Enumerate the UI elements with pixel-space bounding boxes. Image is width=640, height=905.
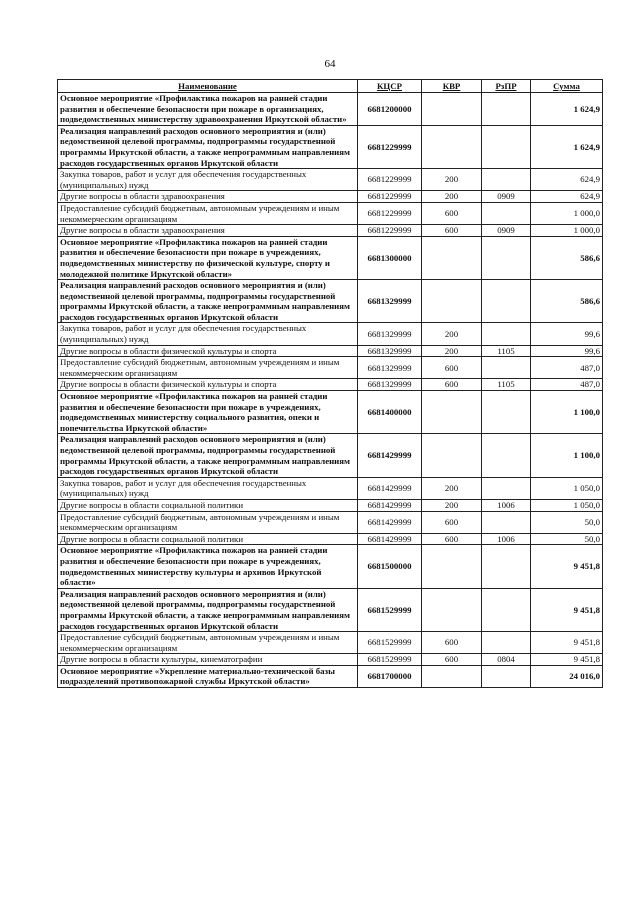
cell-kvr: 200 [422, 345, 482, 357]
cell-name: Реализация направлений расходов основного мероприятия и (или) ведомственной целевой программы, подпрограммы государственной программы Иркутской области, а также непрограммным направлениям расходов государственных органов Иркутской области [58, 280, 358, 323]
cell-kcsr: 6681529999 [358, 588, 422, 631]
cell-sum: 9 451,8 [531, 654, 603, 666]
cell-kcsr: 6681529999 [358, 654, 422, 666]
cell-name: Основное мероприятие «Профилактика пожаров на ранней стадии развития и обеспечение безопасности при пожаре в учреждениях, подведомственных министерству культуры и архивов Иркутской области» [58, 545, 358, 588]
cell-rzpr [482, 632, 531, 654]
cell-name: Предоставление субсидий бюджетным, автономным учреждениям и иным некоммерческим организациям [58, 511, 358, 533]
cell-kvr: 600 [422, 357, 482, 379]
table-row [58, 391, 603, 434]
cell-name: Закупка товаров, работ и услуг для обеспечения государственных (муниципальных) нужд [58, 477, 358, 499]
cell-name: Другие вопросы в области здравоохранения [58, 191, 358, 203]
cell-rzpr [482, 391, 531, 434]
cell-rzpr: 1105 [482, 345, 531, 357]
header-sum: Сумма [531, 80, 603, 93]
cell-sum: 1 050,0 [531, 499, 603, 511]
cell-name: Основное мероприятие «Укрепление материально-технической базы подразделений противопожарной службы Иркутской области» [58, 665, 358, 687]
cell-kcsr: 6681700000 [358, 665, 422, 687]
table-row [58, 323, 603, 345]
cell-name: Основное мероприятие «Профилактика пожаров на ранней стадии развития и обеспечение безопасности при пожаре в организациях, подведомственных министерству здравоохранения Иркутской области» [58, 93, 358, 126]
cell-rzpr: 0909 [482, 225, 531, 237]
cell-rzpr [482, 588, 531, 631]
cell-kcsr: 6681500000 [358, 545, 422, 588]
cell-kvr [422, 588, 482, 631]
cell-rzpr [482, 545, 531, 588]
cell-sum: 624,9 [531, 191, 603, 203]
table-row [58, 654, 603, 666]
cell-rzpr: 1006 [482, 499, 531, 511]
cell-rzpr [482, 169, 531, 191]
cell-name: Закупка товаров, работ и услуг для обеспечения государственных (муниципальных) нужд [58, 169, 358, 191]
cell-sum: 50,0 [531, 533, 603, 545]
cell-rzpr: 0804 [482, 654, 531, 666]
cell-sum: 50,0 [531, 511, 603, 533]
cell-kvr [422, 236, 482, 279]
cell-rzpr: 1006 [482, 533, 531, 545]
cell-name: Другие вопросы в области социальной политики [58, 533, 358, 545]
cell-name: Реализация направлений расходов основного мероприятия и (или) ведомственной целевой программы, подпрограммы государственной программы Иркутской области, а также непрограммным направлениям расходов государственных органов Иркутской области [58, 588, 358, 631]
table-row [58, 499, 603, 511]
header-row [58, 80, 603, 93]
cell-kvr: 600 [422, 654, 482, 666]
cell-kcsr: 6681429999 [358, 511, 422, 533]
cell-kcsr: 6681229999 [358, 125, 422, 168]
header-name: Наименование [58, 80, 358, 93]
cell-sum: 1 000,0 [531, 225, 603, 237]
header-rzpr: РзПР [482, 80, 531, 93]
cell-kvr: 200 [422, 499, 482, 511]
table-row [58, 280, 603, 323]
cell-name: Основное мероприятие «Профилактика пожаров на ранней стадии развития и обеспечение безопасности при пожаре в учреждениях, подведомственных министерству по физической культуре, спорту и молодежной политике Иркутской области» [58, 236, 358, 279]
page-number: 64 [324, 58, 336, 70]
header-kcsr: КЦСР [358, 80, 422, 93]
cell-kcsr: 6681429999 [358, 477, 422, 499]
table-row [58, 545, 603, 588]
cell-sum: 1 050,0 [531, 477, 603, 499]
cell-kcsr: 6681200000 [358, 93, 422, 126]
cell-sum: 9 451,8 [531, 632, 603, 654]
cell-rzpr [482, 477, 531, 499]
cell-kvr [422, 125, 482, 168]
cell-sum: 586,6 [531, 236, 603, 279]
table-row [58, 345, 603, 357]
cell-rzpr [482, 665, 531, 687]
cell-kcsr: 6681329999 [358, 323, 422, 345]
cell-name: Предоставление субсидий бюджетным, автономным учреждениям и иным некоммерческим организациям [58, 357, 358, 379]
cell-rzpr [482, 236, 531, 279]
cell-kvr: 600 [422, 511, 482, 533]
cell-kcsr: 6681329999 [358, 345, 422, 357]
cell-rzpr [482, 511, 531, 533]
table-row [58, 169, 603, 191]
cell-kvr: 200 [422, 169, 482, 191]
cell-name: Другие вопросы в области культуры, кинематографии [58, 654, 358, 666]
cell-kvr: 200 [422, 191, 482, 203]
cell-name: Реализация направлений расходов основного мероприятия и (или) ведомственной целевой программы, подпрограммы государственной программы Иркутской области, а также непрограммным направлениям расходов государственных органов Иркутской области [58, 125, 358, 168]
cell-rzpr: 1105 [482, 379, 531, 391]
cell-kcsr: 6681300000 [358, 236, 422, 279]
cell-rzpr: 0909 [482, 191, 531, 203]
cell-kvr [422, 93, 482, 126]
cell-kvr: 600 [422, 202, 482, 224]
table-row [58, 236, 603, 279]
cell-name: Предоставление субсидий бюджетным, автономным учреждениям и иным некоммерческим организациям [58, 202, 358, 224]
cell-kvr [422, 391, 482, 434]
cell-kcsr: 6681429999 [358, 499, 422, 511]
cell-name: Другие вопросы в области здравоохранения [58, 225, 358, 237]
table-row [58, 191, 603, 203]
cell-name: Реализация направлений расходов основного мероприятия и (или) ведомственной целевой программы, подпрограммы государственной программы Иркутской области, а также непрограммным направлениям расходов государственных органов Иркутской области [58, 434, 358, 477]
cell-rzpr [482, 434, 531, 477]
cell-kvr: 600 [422, 225, 482, 237]
cell-kcsr: 6681400000 [358, 391, 422, 434]
header-kvr: КВР [422, 80, 482, 93]
cell-kcsr: 6681229999 [358, 191, 422, 203]
budget-table [57, 79, 603, 688]
cell-sum: 9 451,8 [531, 545, 603, 588]
cell-sum: 1 624,9 [531, 125, 603, 168]
cell-rzpr [482, 125, 531, 168]
cell-name: Закупка товаров, работ и услуг для обеспечения государственных (муниципальных) нужд [58, 323, 358, 345]
cell-name: Другие вопросы в области социальной политики [58, 499, 358, 511]
cell-kcsr: 6681429999 [358, 434, 422, 477]
cell-name: Основное мероприятие «Профилактика пожаров на ранней стадии развития и обеспечение безопасности при пожаре в учреждениях, подведомственных министерству социального развития, опеки и попечительства Иркутской области» [58, 391, 358, 434]
cell-sum: 9 451,8 [531, 588, 603, 631]
cell-kcsr: 6681229999 [358, 202, 422, 224]
table-row [58, 379, 603, 391]
cell-sum: 24 016,0 [531, 665, 603, 687]
cell-rzpr [482, 357, 531, 379]
table-row [58, 125, 603, 168]
cell-sum: 586,6 [531, 280, 603, 323]
cell-rzpr [482, 93, 531, 126]
table-row [58, 225, 603, 237]
cell-rzpr [482, 280, 531, 323]
cell-kcsr: 6681229999 [358, 169, 422, 191]
cell-kvr: 600 [422, 379, 482, 391]
cell-sum: 1 100,0 [531, 391, 603, 434]
table-row [58, 477, 603, 499]
cell-kcsr: 6681429999 [358, 533, 422, 545]
cell-sum: 487,0 [531, 379, 603, 391]
cell-kvr [422, 545, 482, 588]
cell-kcsr: 6681329999 [358, 357, 422, 379]
cell-sum: 99,6 [531, 323, 603, 345]
cell-sum: 487,0 [531, 357, 603, 379]
table-row [58, 357, 603, 379]
cell-sum: 1 624,9 [531, 93, 603, 126]
cell-kvr [422, 665, 482, 687]
cell-kvr [422, 434, 482, 477]
table-row [58, 588, 603, 631]
cell-rzpr [482, 202, 531, 224]
table-row [58, 511, 603, 533]
table-row [58, 202, 603, 224]
cell-sum: 1 000,0 [531, 202, 603, 224]
table-header [58, 80, 603, 93]
cell-sum: 99,6 [531, 345, 603, 357]
table-row [58, 434, 603, 477]
table-body [58, 93, 603, 688]
table-row [58, 533, 603, 545]
cell-sum: 1 100,0 [531, 434, 603, 477]
table-row [58, 632, 603, 654]
cell-kcsr: 6681229999 [358, 225, 422, 237]
cell-kvr [422, 280, 482, 323]
cell-kvr: 600 [422, 632, 482, 654]
cell-kvr: 200 [422, 323, 482, 345]
cell-sum: 624,9 [531, 169, 603, 191]
cell-kvr: 200 [422, 477, 482, 499]
cell-name: Предоставление субсидий бюджетным, автономным учреждениям и иным некоммерческим организациям [58, 632, 358, 654]
table-row [58, 93, 603, 126]
cell-kcsr: 6681529999 [358, 632, 422, 654]
cell-kvr: 600 [422, 533, 482, 545]
cell-rzpr [482, 323, 531, 345]
cell-name: Другие вопросы в области физической культуры и спорта [58, 379, 358, 391]
table-row [58, 665, 603, 687]
cell-name: Другие вопросы в области физической культуры и спорта [58, 345, 358, 357]
cell-kcsr: 6681329999 [358, 280, 422, 323]
cell-kcsr: 6681329999 [358, 379, 422, 391]
